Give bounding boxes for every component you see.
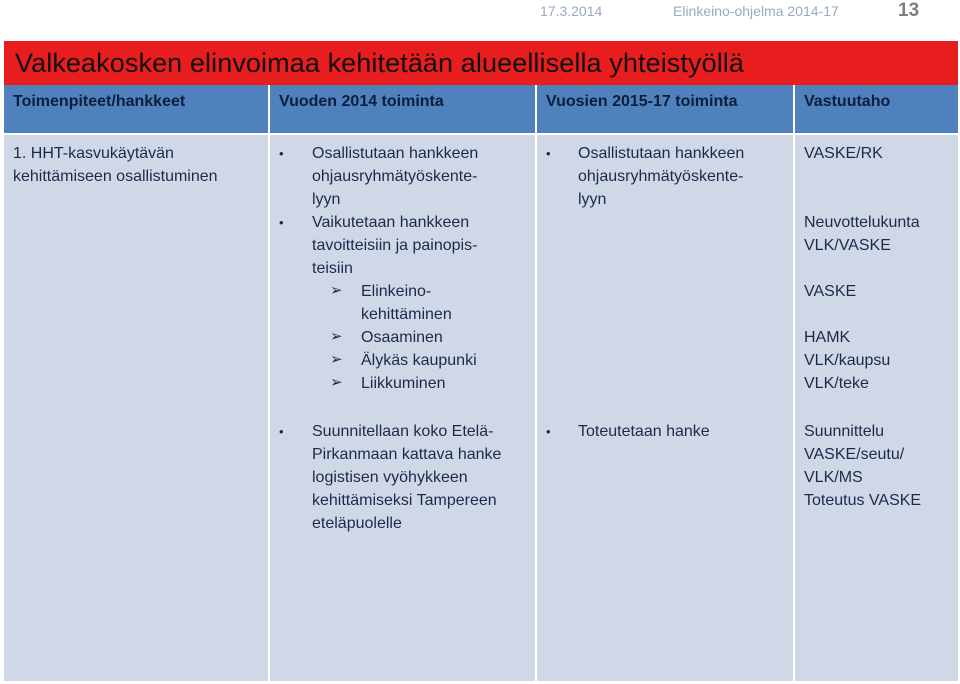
responsible-3: VASKE xyxy=(804,283,857,300)
program-label: Elinkeino-ohjelma 2014-17 xyxy=(673,3,839,19)
body-cell-2015-17 xyxy=(537,135,793,681)
action-2014-item1-line3: lyyn xyxy=(312,191,341,208)
measure-line-1: 1. HHT-kasvukäytävän xyxy=(13,145,174,162)
date-label: 17.3.2014 xyxy=(540,3,603,19)
responsible-4-line1: HAMK xyxy=(804,329,851,346)
action-2014-item2-line2: tavoitteisiin ja painopis- xyxy=(312,237,478,254)
bullet-icon: • xyxy=(279,215,284,230)
action-2015-item1-line2: ohjausryhmätyöskente- xyxy=(578,168,744,185)
priority-line-5: Liikkuminen xyxy=(361,375,446,392)
responsible-5-line4: Toteutus VASKE xyxy=(804,492,922,509)
arrow-bullet-icon: ➢ xyxy=(330,282,343,299)
arrow-bullet-icon: ➢ xyxy=(330,328,343,345)
priority-line-4: Älykäs kaupunki xyxy=(361,352,477,369)
priority-line-2: kehittäminen xyxy=(361,306,452,323)
responsible-1: VASKE/RK xyxy=(804,145,883,162)
responsible-5-line2: VASKE/seutu/ xyxy=(804,446,905,463)
column-header-2015-17: Vuosien 2015-17 toiminta xyxy=(546,93,738,110)
responsible-4-line2: VLK/kaupsu xyxy=(804,352,891,369)
action-2014-item1-line1: Osallistutaan hankkeen xyxy=(312,145,479,162)
action-2014-item1-line2: ohjausryhmätyöskente- xyxy=(312,168,478,185)
bullet-icon: • xyxy=(279,146,284,161)
action-2014-item3-line3: logistisen vyöhykkeen xyxy=(312,469,468,486)
arrow-bullet-icon: ➢ xyxy=(330,351,343,368)
column-header-responsible: Vastuutaho xyxy=(804,93,891,110)
bullet-icon: • xyxy=(279,424,284,439)
page-number: 13 xyxy=(898,0,920,21)
measure-line-2: kehittämiseen osallistuminen xyxy=(13,168,218,185)
priority-line-1: Elinkeino- xyxy=(361,283,432,300)
responsible-2-line2: VLK/VASKE xyxy=(804,237,891,254)
priority-line-3: Osaaminen xyxy=(361,329,443,346)
action-2015-item1-line1: Osallistutaan hankkeen xyxy=(578,145,745,162)
responsible-5-line1: Suunnittelu xyxy=(804,423,885,440)
column-header-measures: Toimenpiteet/hankkeet xyxy=(13,93,186,110)
action-2014-item3-line2: Pirkanmaan kattava hanke xyxy=(312,446,502,463)
action-2014-item2-line3: teisiin xyxy=(312,260,353,277)
page-title: Valkeakosken elinvoimaa kehitetään alueellisella yhteistyöllä xyxy=(15,48,745,78)
bullet-icon: • xyxy=(546,146,551,161)
action-2014-item3-line1: Suunnitellaan koko Etelä- xyxy=(312,423,494,440)
action-2014-item2-line1: Vaikutetaan hankkeen xyxy=(312,214,470,231)
responsible-4-line3: VLK/teke xyxy=(804,375,869,392)
action-2015-item1-line3: lyyn xyxy=(578,191,607,208)
responsible-5-line3: VLK/MS xyxy=(804,469,863,486)
arrow-bullet-icon: ➢ xyxy=(330,374,343,391)
bullet-icon: • xyxy=(546,424,551,439)
action-2014-item3-line4: kehittämiseksi Tampereen xyxy=(312,492,497,509)
body-cell-measures xyxy=(4,135,268,681)
action-2014-item3-line5: eteläpuolelle xyxy=(312,515,402,532)
responsible-2-line1: Neuvottelukunta xyxy=(804,214,920,231)
title-bar xyxy=(4,41,958,85)
column-header-2014: Vuoden 2014 toiminta xyxy=(279,93,444,110)
action-2015-item2: Toteutetaan hanke xyxy=(578,423,710,440)
